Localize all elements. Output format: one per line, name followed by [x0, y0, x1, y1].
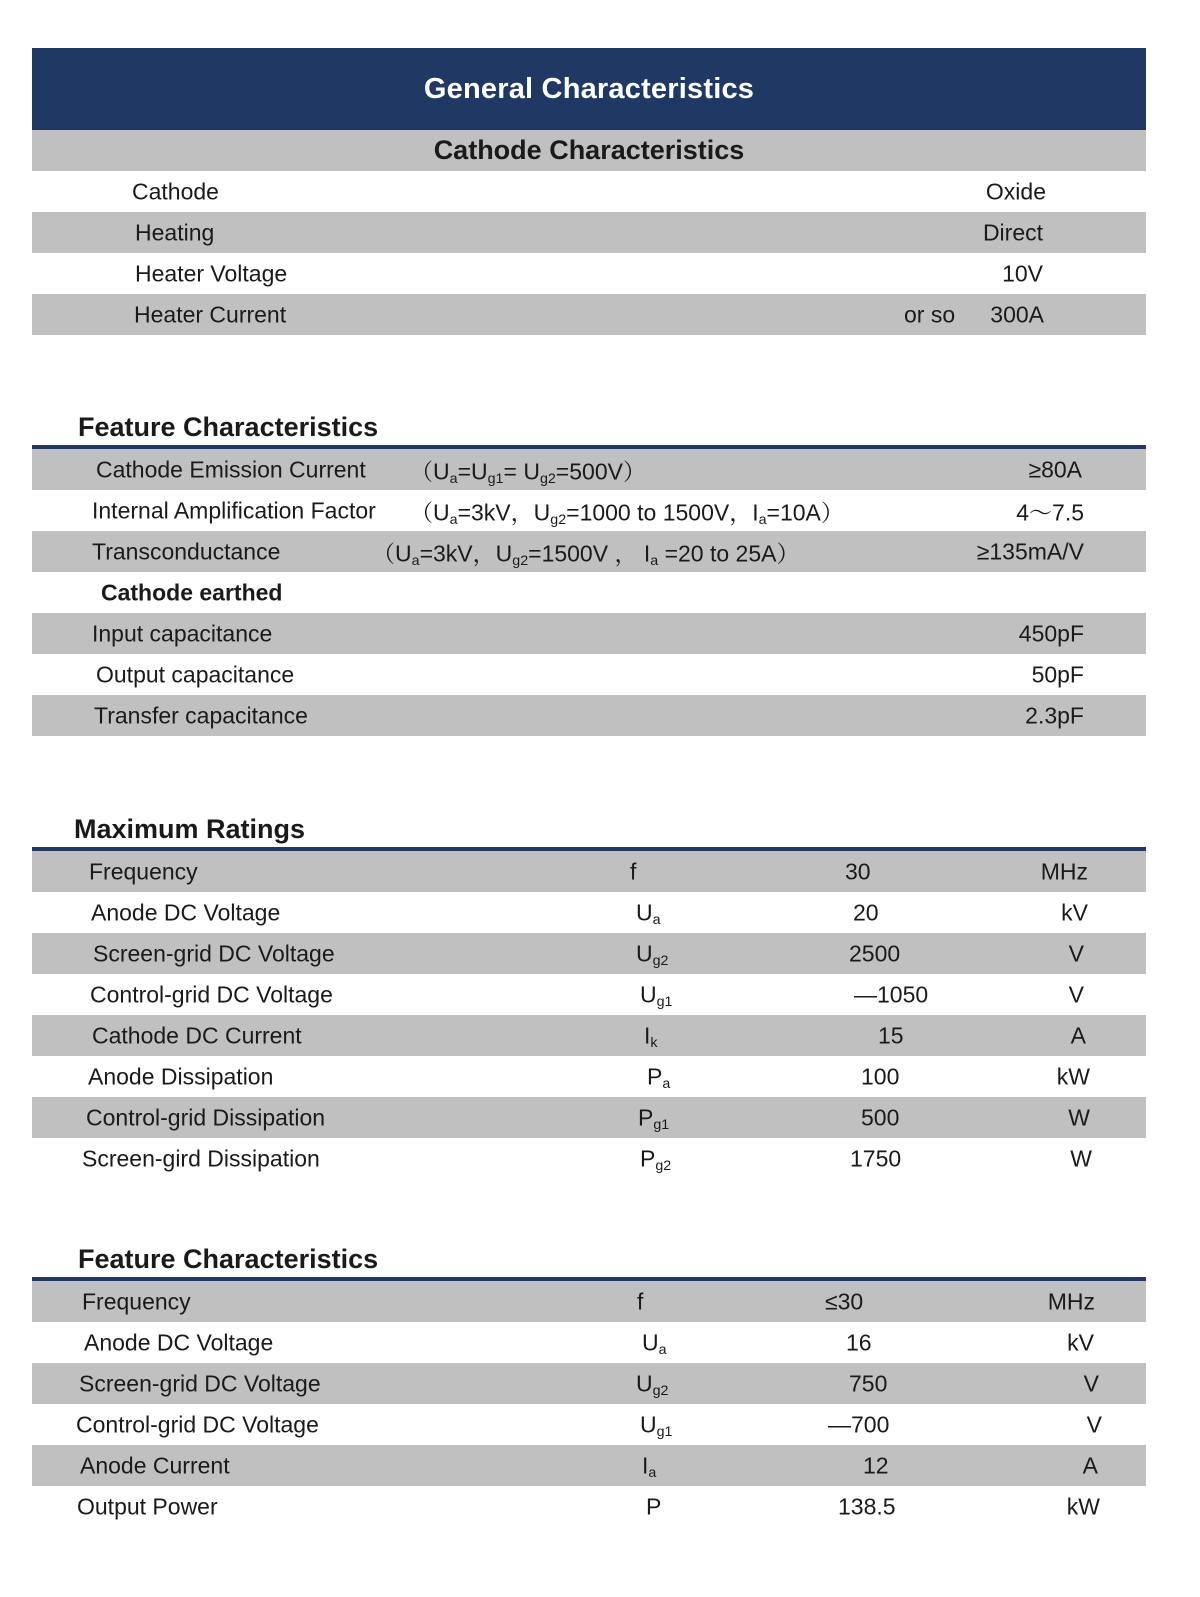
row-symbol: $U_{g2}$ [636, 1370, 669, 1399]
row-value: —1050 [854, 981, 929, 1007]
row-value: 4～7.5 [1016, 499, 1084, 525]
feature-1-table [32, 449, 1146, 736]
section-title-feature-2: Feature Characteristics [78, 1244, 379, 1274]
spec-sheet [32, 48, 1146, 1519]
table-row [32, 531, 1146, 572]
table-row [32, 1281, 1146, 1322]
row-value: 30 [845, 858, 871, 884]
table-row [32, 572, 1146, 613]
row-label: Input capacitance [92, 620, 273, 646]
row-value: 750 [849, 1370, 888, 1396]
table-row [32, 1138, 1146, 1179]
row-symbol: $U_{g1}$ [640, 1411, 673, 1440]
row-value: 2500 [849, 940, 901, 966]
table-row [32, 253, 1146, 294]
row-unit: MHz [1040, 858, 1088, 884]
cond-open: （ [410, 458, 433, 484]
table-row [32, 294, 1146, 335]
row-symbol: $U_{g2}$ [636, 940, 669, 969]
table-row [32, 171, 1146, 212]
row-unit: V [1068, 940, 1084, 966]
cathode-characteristics-banner [32, 130, 1146, 171]
row-condition: $(U_a=U_{g1}= U_{g2}=500V)$ [410, 458, 646, 487]
row-symbol: $P_{g1}$ [638, 1104, 670, 1133]
table-row [32, 1486, 1146, 1527]
table-row [32, 490, 1146, 531]
row-label: Cathode [132, 178, 219, 204]
row-symbol: f [630, 858, 637, 884]
row-unit: kV [1067, 1329, 1094, 1355]
row-label: Screen-gird Dissipation [82, 1145, 320, 1171]
row-label: Heater Voltage [135, 260, 288, 286]
row-symbol: $U_a$ [636, 899, 661, 928]
row-value: 2.3pF [1025, 702, 1084, 728]
row-label: Cathode Emission Current [96, 456, 366, 482]
table-row [32, 974, 1146, 1015]
row-symbol: $P_{g2}$ [640, 1145, 672, 1174]
row-condition: （$U_a=3kV$，$U_{g2}=1500V$ ， $I_a =20$ to 25A） [372, 540, 800, 569]
table-row [32, 1363, 1146, 1404]
row-value: ≥135mA/V [976, 538, 1084, 564]
table-row [32, 851, 1146, 892]
row-label: Screen-grid DC Voltage [93, 940, 335, 966]
row-label: Control-grid DC Voltage [90, 981, 333, 1007]
row-label: Anode DC Voltage [91, 899, 281, 925]
row-unit: V [1083, 1370, 1099, 1396]
row-unit: kV [1061, 899, 1088, 925]
row-value: Direct [982, 219, 1043, 245]
row-value: 50pF [1031, 661, 1084, 687]
row-value: 500 [861, 1104, 900, 1130]
row-prefix: or so [904, 301, 956, 327]
row-symbol: $I_k$ [644, 1022, 658, 1051]
page-title: General Characteristics [423, 72, 755, 105]
table-row [32, 892, 1146, 933]
row-label: Cathode DC Current [92, 1022, 302, 1048]
cathode-earthed-label: Cathode earthed [101, 579, 283, 605]
row-label: Output capacitance [96, 661, 295, 687]
table-row [32, 1322, 1146, 1363]
row-value: 20 [853, 899, 879, 925]
row-unit: V [1086, 1411, 1102, 1437]
row-value: 300A [990, 301, 1044, 327]
row-label: Frequency [82, 1288, 191, 1314]
row-label: Frequency [89, 858, 198, 884]
table-row [32, 613, 1146, 654]
row-label: Screen-grid DC Voltage [79, 1370, 321, 1396]
row-value: 15 [878, 1022, 904, 1048]
row-unit: kW [1066, 1493, 1100, 1519]
section-title-feature-1: Feature Characteristics [78, 412, 379, 442]
row-value: 1750 [850, 1145, 902, 1171]
row-label: Heating [135, 219, 215, 245]
table-row [32, 1404, 1146, 1445]
table-row [32, 695, 1146, 736]
row-condition: （$U_a=3kV$，$U_{g2}=1000$ to 1500V，$I_a=10A$） [410, 499, 844, 528]
row-symbol: $I_a$ [642, 1452, 657, 1481]
row-label: Control-grid Dissipation [86, 1104, 326, 1130]
row-symbol: $U_{g1}$ [640, 981, 673, 1010]
table-row [32, 1097, 1146, 1138]
row-unit: W [1070, 1145, 1092, 1171]
row-value: ≤30 [825, 1288, 864, 1314]
general-characteristics-banner [32, 48, 1146, 130]
row-label: Heater Current [134, 301, 287, 327]
row-value: Oxide [985, 178, 1046, 204]
row-unit: V [1068, 981, 1084, 1007]
feature-2-table [32, 1281, 1146, 1527]
cathode-table [32, 171, 1146, 335]
row-label: Output Power [77, 1493, 218, 1519]
row-symbol: f [637, 1288, 644, 1314]
table-row [32, 449, 1146, 490]
section-title-maximum-ratings: Maximum Ratings [74, 814, 306, 844]
row-label: Anode DC Voltage [84, 1329, 274, 1355]
table-row [32, 1015, 1146, 1056]
row-value: 100 [861, 1063, 900, 1089]
row-unit: kW [1056, 1063, 1090, 1089]
table-row [32, 933, 1146, 974]
row-value: —700 [828, 1411, 890, 1437]
row-symbol: P [646, 1493, 662, 1519]
maximum-ratings-table [32, 851, 1146, 1179]
row-unit: W [1068, 1104, 1090, 1130]
row-value: 16 [846, 1329, 872, 1355]
row-label: Transconductance [92, 538, 281, 564]
row-label: Control-grid DC Voltage [76, 1411, 319, 1437]
row-value: 138.5 [838, 1493, 896, 1519]
row-value: 450pF [1018, 620, 1084, 646]
table-row [32, 1056, 1146, 1097]
row-label: Anode Current [80, 1452, 230, 1478]
row-label: Anode Dissipation [88, 1063, 274, 1089]
row-label: Transfer capacitance [94, 702, 308, 728]
row-value: 10V [1002, 260, 1043, 286]
row-unit: A [1082, 1452, 1098, 1478]
row-value: 12 [863, 1452, 889, 1478]
row-symbol: $U_a$ [642, 1329, 667, 1358]
table-row [32, 654, 1146, 695]
row-unit: MHz [1047, 1288, 1095, 1314]
row-value: ≥80A [1028, 456, 1082, 482]
table-row [32, 212, 1146, 253]
table-row [32, 1445, 1146, 1486]
row-unit: A [1070, 1022, 1086, 1048]
row-symbol: $P_a$ [647, 1063, 671, 1092]
section-subtitle: Cathode Characteristics [433, 135, 745, 165]
row-label: Internal Amplification Factor [92, 497, 376, 523]
